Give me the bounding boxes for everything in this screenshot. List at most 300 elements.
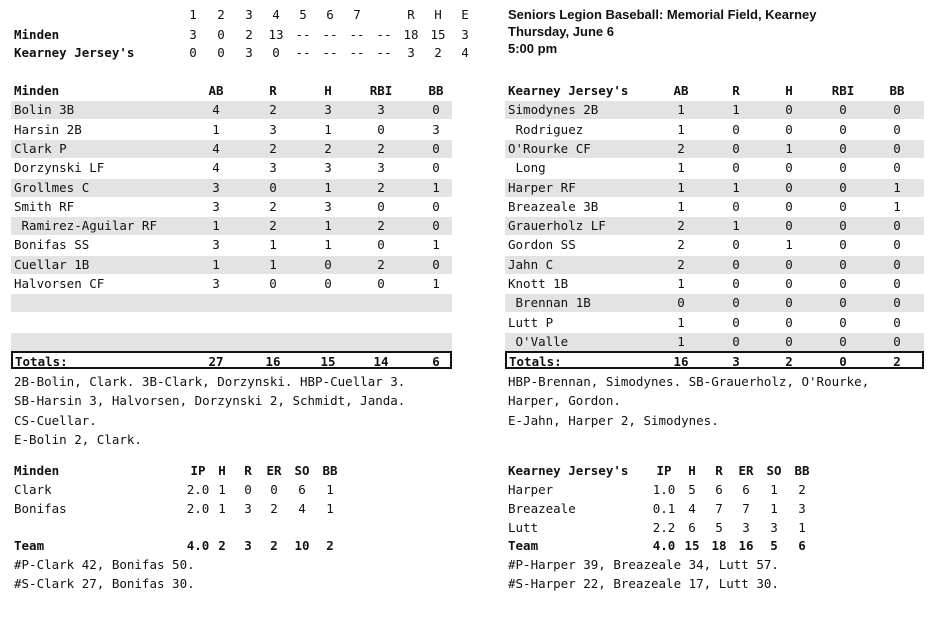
batting-row (505, 236, 924, 254)
batting-row (11, 333, 452, 351)
inning-header: 2 (217, 7, 225, 22)
stat-value: 0 (732, 333, 740, 349)
player-name: Knott 1B (508, 276, 569, 291)
team-total-value: 5 (770, 538, 778, 553)
stat-value: 1 (770, 482, 778, 497)
stat-value: 0 (839, 333, 847, 349)
stat-column-header: R (269, 83, 277, 98)
stat-value: 7 (742, 501, 750, 516)
stat-value: 0 (732, 198, 740, 214)
team-total-value: 3 (244, 538, 252, 553)
totals-value: 27 (208, 354, 224, 370)
inning-score: -- (376, 27, 392, 42)
inning-header: 6 (326, 7, 334, 22)
pitching-header-row (14, 462, 338, 480)
stat-value: 0 (839, 237, 847, 253)
team-total-value: 18 (711, 538, 727, 553)
stat-value: 2.2 (652, 520, 676, 535)
stat-value: 0 (785, 295, 793, 311)
pitcher-name: Lutt (508, 520, 539, 535)
stat-value: 3 (770, 520, 778, 535)
linescore-row-kearney (0, 45, 480, 61)
pitching-note-line: #S-Clark 27, Bonifas 30. (14, 576, 195, 591)
stat-value: 1 (324, 121, 332, 137)
pitching-row (14, 500, 334, 518)
team-label: Team (14, 538, 45, 553)
stat-value: 1 (677, 160, 685, 176)
stat-value: 1 (432, 276, 440, 291)
batting-row (505, 333, 924, 351)
inning-score: 0 (189, 45, 197, 60)
stat-value: 1 (677, 276, 685, 291)
stat-value: 1 (269, 256, 277, 272)
stat-value: 3 (324, 160, 332, 176)
stat-value: 3 (269, 121, 277, 137)
stat-value: 1 (677, 198, 685, 214)
player-name: Lutt P (508, 314, 554, 330)
inning-score: -- (322, 27, 338, 42)
team-total-value: 6 (798, 538, 806, 553)
stat-column-header: RBI (369, 83, 393, 98)
stat-value: 0 (839, 140, 847, 156)
player-name: O'Valle (508, 333, 569, 349)
pitching-row (508, 519, 828, 537)
totals-label: Totals: (509, 354, 562, 370)
batting-row (11, 121, 452, 139)
team-total-value: 10 (294, 538, 310, 553)
stat-value: 0 (893, 314, 901, 330)
pitching-note-line: #S-Harper 22, Breazeale 17, Lutt 30. (508, 576, 779, 591)
stat-value: 2 (269, 140, 277, 156)
inning-score: 0 (217, 45, 225, 60)
batting-row (11, 198, 452, 216)
inning-score: 0 (217, 27, 225, 42)
stat-column-header: RBI (831, 83, 855, 98)
stat-value: 0 (785, 276, 793, 291)
batting-row (505, 159, 924, 177)
batting-row (505, 198, 924, 216)
inning-score: 3 (189, 27, 197, 42)
runs-total: 3 (407, 45, 415, 60)
stat-value: 3 (212, 198, 220, 214)
stat-value: 0 (377, 237, 385, 253)
stat-value: 1 (732, 218, 740, 234)
stat-value: 1 (677, 179, 685, 195)
stat-value: 0 (893, 140, 901, 156)
batting-row (11, 159, 452, 177)
totals-value: 6 (432, 354, 440, 370)
stat-value: 1 (324, 179, 332, 195)
stat-value: 3 (377, 102, 385, 118)
stat-value: 3 (212, 276, 220, 291)
stat-value: 0 (377, 276, 385, 291)
stat-column-header: R (715, 463, 723, 478)
stat-value: 0 (377, 198, 385, 214)
inning-score: -- (376, 45, 392, 60)
player-name: Brennan 1B (508, 295, 591, 311)
stat-value: 0 (893, 102, 901, 118)
totals-value: 14 (373, 354, 389, 370)
stat-value: 3 (269, 160, 277, 176)
pitching-team-row (508, 537, 828, 555)
stat-value: 1 (893, 179, 901, 195)
player-name: Clark P (14, 140, 67, 156)
stat-value: 0 (839, 102, 847, 118)
totals-value: 0 (839, 354, 847, 370)
player-name: Cuellar 1B (14, 256, 90, 272)
stat-value: 5 (688, 482, 696, 497)
stat-value: 3 (798, 501, 806, 516)
stat-value: 4 (688, 501, 696, 516)
player-name: Breazeale 3B (508, 198, 599, 214)
player-name: Halvorsen CF (14, 276, 105, 291)
inning-score: 3 (245, 45, 253, 60)
team-total-value: 4.0 (652, 538, 676, 553)
stat-value: 0 (893, 121, 901, 137)
player-name: Ramirez-Aguilar RF (14, 218, 157, 234)
batting-row (11, 140, 452, 158)
team-header: Kearney Jersey's (508, 463, 629, 478)
game-date: Thursday, June 6 (508, 24, 614, 39)
note-line: CS-Cuellar. (14, 412, 97, 428)
stat-column-header: H (218, 463, 226, 478)
stat-value: 0 (839, 160, 847, 176)
stat-value: 0 (785, 314, 793, 330)
stat-value: 3 (212, 237, 220, 253)
stat-value: 1 (324, 218, 332, 234)
stat-value: 0 (785, 198, 793, 214)
stat-value: 0 (785, 218, 793, 234)
stat-value: 3 (244, 501, 252, 516)
player-name: Dorzynski LF (14, 160, 105, 176)
inning-score: -- (349, 27, 365, 42)
stat-value: 1 (212, 121, 220, 137)
player-name: Rodriguez (508, 121, 584, 137)
stat-column-header: BB (794, 463, 810, 478)
stat-value: 0 (839, 295, 847, 311)
batting-row (505, 256, 924, 274)
team-header: Minden (14, 83, 60, 98)
stat-value: 0 (324, 256, 332, 272)
stat-value: 2 (269, 198, 277, 214)
stat-value: 2 (677, 140, 685, 156)
batting-header-row (505, 82, 924, 100)
team-name: Minden (14, 27, 60, 42)
stat-value: 1 (432, 237, 440, 253)
stat-value: 1 (785, 140, 793, 156)
stat-value: 0 (839, 218, 847, 234)
note-line: Harper, Gordon. (508, 393, 621, 409)
stat-column-header: AB (208, 83, 224, 98)
hits-total: 2 (434, 45, 442, 60)
runs-total: 18 (403, 27, 419, 42)
totals-value: 16 (673, 354, 689, 370)
player-name: Bolin 3B (14, 102, 75, 118)
stat-value: 2 (677, 256, 685, 272)
batting-row (11, 236, 452, 254)
stat-value: 0 (785, 160, 793, 176)
stat-value: 1 (218, 482, 226, 497)
stat-column-header: H (688, 463, 696, 478)
pitching-row (14, 481, 334, 499)
stat-column-header: H (785, 83, 793, 98)
stat-value: 6 (298, 482, 306, 497)
stat-value: 0 (432, 140, 440, 156)
player-name: Smith RF (14, 198, 75, 214)
stat-value: 6 (688, 520, 696, 535)
stat-value: 0 (785, 256, 793, 272)
stat-value: 0 (432, 198, 440, 214)
stat-value: 2 (677, 218, 685, 234)
stat-value: 0 (732, 295, 740, 311)
pitcher-name: Breazeale (508, 501, 576, 516)
stat-value: 1 (770, 501, 778, 516)
pitching-team-row (14, 537, 334, 555)
stat-value: 1 (269, 237, 277, 253)
stat-value: 0 (732, 121, 740, 137)
stat-value: 0.1 (652, 501, 676, 516)
stat-value: 0 (269, 179, 277, 195)
stat-value: 2 (377, 140, 385, 156)
stat-value: 1 (432, 179, 440, 195)
totals-value: 16 (265, 354, 281, 370)
totals-row (505, 351, 924, 369)
stat-value: 1 (324, 237, 332, 253)
stat-value: 6 (742, 482, 750, 497)
stat-value: 1 (326, 501, 334, 516)
stat-value: 0 (893, 218, 901, 234)
game-time: 5:00 pm (508, 41, 558, 56)
stat-value: 2 (377, 179, 385, 195)
stat-value: 3 (432, 121, 440, 137)
player-name: Long (508, 160, 546, 176)
totals-label: Totals: (15, 354, 68, 370)
totals-row (11, 351, 452, 369)
pitching-row (508, 481, 828, 499)
stat-value: 0 (677, 295, 685, 311)
totals-value: 3 (732, 354, 740, 370)
stat-value: 1 (798, 520, 806, 535)
stat-value: 0 (785, 121, 793, 137)
pitcher-name: Harper (508, 482, 554, 497)
team-name: Kearney Jersey's (14, 45, 135, 60)
inning-score: -- (295, 27, 311, 42)
totals-value: 15 (320, 354, 336, 370)
stat-value: 0 (785, 179, 793, 195)
stat-column-header: IP (190, 463, 206, 478)
stat-column-header: BB (322, 463, 338, 478)
stat-value: 0 (732, 160, 740, 176)
stat-value: 1 (212, 256, 220, 272)
player-name: Harper RF (508, 179, 576, 195)
player-name: Grollmes C (14, 179, 90, 195)
stat-column-header: R (244, 463, 252, 478)
stat-column-header: ER (738, 463, 754, 478)
linescore-row-minden (0, 27, 480, 43)
note-line: 2B-Bolin, Clark. 3B-Clark, Dorzynski. HBP-Cuellar 3. (14, 374, 406, 389)
pitching-note-line: #P-Harper 39, Breazeale 34, Lutt 57. (508, 557, 779, 572)
inning-header: 4 (272, 7, 280, 22)
inning-header: 3 (245, 7, 253, 22)
stat-value: 1 (677, 314, 685, 330)
stat-value: 4 (298, 501, 306, 516)
stat-value: 0 (432, 102, 440, 118)
inning-header: 1 (189, 7, 197, 22)
stat-value: 1 (677, 333, 685, 349)
errors-total: 3 (461, 27, 469, 42)
stat-value: 3 (324, 198, 332, 214)
totals-value: 2 (785, 354, 793, 370)
batting-row (11, 101, 452, 119)
totals-value: 2 (893, 354, 901, 370)
stat-value: 0 (893, 237, 901, 253)
batting-row (11, 294, 452, 312)
stat-column-header: BB (889, 83, 905, 98)
stat-value: 0 (732, 256, 740, 272)
note-line: HBP-Brennan, Simodynes. SB-Grauerholz, O'Rourke, (508, 374, 870, 389)
stat-value: 0 (377, 121, 385, 137)
stat-value: 0 (785, 333, 793, 349)
team-total-value: 2 (270, 538, 278, 553)
stat-value: 2 (269, 218, 277, 234)
stat-value: 2 (798, 482, 806, 497)
stat-value: 7 (715, 501, 723, 516)
batting-row (505, 275, 924, 293)
stat-value: 0 (732, 140, 740, 156)
player-name: Simodynes 2B (508, 102, 599, 118)
stat-value: 2 (377, 218, 385, 234)
stat-value: 0 (839, 198, 847, 214)
pitching-header-row (508, 462, 828, 480)
rhe-header: R (407, 7, 415, 22)
stat-value: 2.0 (186, 501, 210, 516)
stat-value: 1 (785, 237, 793, 253)
stat-value: 0 (839, 121, 847, 137)
note-line: SB-Harsin 3, Halvorsen, Dorzynski 2, Schmidt, Janda. (14, 393, 406, 409)
batting-row (11, 314, 452, 332)
player-name: Gordon SS (508, 237, 576, 253)
player-name: Bonifas SS (14, 237, 90, 253)
stat-column-header: SO (766, 463, 782, 478)
stat-value: 0 (893, 295, 901, 311)
game-info (508, 6, 816, 57)
batting-row (505, 217, 924, 235)
stat-value: 4 (212, 140, 220, 156)
inning-score: 2 (245, 27, 253, 42)
stat-value: 0 (893, 276, 901, 291)
batting-header-row (11, 82, 452, 100)
inning-score: -- (322, 45, 338, 60)
stat-value: 1 (732, 102, 740, 118)
inning-header: 7 (353, 7, 361, 22)
stat-value: 1.0 (652, 482, 676, 497)
stat-value: 4 (212, 102, 220, 118)
stat-value: 0 (432, 160, 440, 176)
team-header: Minden (14, 463, 60, 478)
stat-column-header: BB (428, 83, 444, 98)
batting-row (11, 179, 452, 197)
stat-value: 0 (785, 102, 793, 118)
team-header: Kearney Jersey's (508, 83, 629, 98)
team-total-value: 4.0 (186, 538, 210, 553)
stat-value: 2 (377, 256, 385, 272)
stat-value: 3 (324, 102, 332, 118)
batting-row (505, 314, 924, 332)
batting-row (11, 275, 452, 293)
stat-column-header: SO (294, 463, 310, 478)
pitcher-name: Bonifas (14, 501, 67, 516)
team-total-value: 15 (684, 538, 700, 553)
stat-value: 5 (715, 520, 723, 535)
hits-total: 15 (430, 27, 446, 42)
stat-value: 0 (839, 256, 847, 272)
pitching-row (508, 500, 828, 518)
player-name: Grauerholz LF (508, 218, 606, 234)
stat-value: 2 (677, 237, 685, 253)
stat-value: 0 (893, 256, 901, 272)
team-total-value: 16 (738, 538, 754, 553)
stat-value: 1 (677, 121, 685, 137)
stat-value: 0 (270, 482, 278, 497)
stat-value: 2 (324, 140, 332, 156)
stat-value: 0 (839, 314, 847, 330)
inning-score: -- (349, 45, 365, 60)
inning-score: 0 (272, 45, 280, 60)
inning-score: -- (295, 45, 311, 60)
batting-row (505, 121, 924, 139)
stat-value: 1 (893, 198, 901, 214)
kearney-batting-notes (508, 372, 869, 430)
batting-row (505, 140, 924, 158)
stat-value: 1 (218, 501, 226, 516)
stat-value: 0 (893, 160, 901, 176)
batting-row (11, 256, 452, 274)
stat-value: 6 (715, 482, 723, 497)
stat-value: 1 (732, 179, 740, 195)
stat-value: 0 (732, 276, 740, 291)
note-line: E-Jahn, Harper 2, Simodynes. (508, 412, 719, 428)
player-name: Jahn C (508, 256, 554, 272)
stat-value: 2.0 (186, 482, 210, 497)
stat-value: 3 (377, 160, 385, 176)
inning-header: 5 (299, 7, 307, 22)
note-line: E-Bolin 2, Clark. (14, 431, 142, 447)
stat-value: 0 (839, 276, 847, 291)
team-total-value: 2 (326, 538, 334, 553)
stat-value: 0 (269, 276, 277, 291)
stat-value: 0 (324, 276, 332, 291)
batting-row (505, 101, 924, 119)
stat-column-header: IP (656, 463, 672, 478)
stat-value: 0 (732, 237, 740, 253)
stat-value: 3 (212, 179, 220, 195)
player-name: O'Rourke CF (508, 140, 591, 156)
batting-row (505, 294, 924, 312)
stat-column-header: R (732, 83, 740, 98)
stat-column-header: ER (266, 463, 282, 478)
rhe-header: H (434, 7, 442, 22)
minden-batting-notes (14, 372, 405, 449)
stat-value: 4 (212, 160, 220, 176)
errors-total: 4 (461, 45, 469, 60)
stat-value: 0 (432, 218, 440, 234)
stat-value: 1 (326, 482, 334, 497)
stat-value: 2 (269, 102, 277, 118)
stat-value: 0 (244, 482, 252, 497)
batting-row (505, 179, 924, 197)
stat-column-header: H (324, 83, 332, 98)
stat-value: 0 (732, 314, 740, 330)
